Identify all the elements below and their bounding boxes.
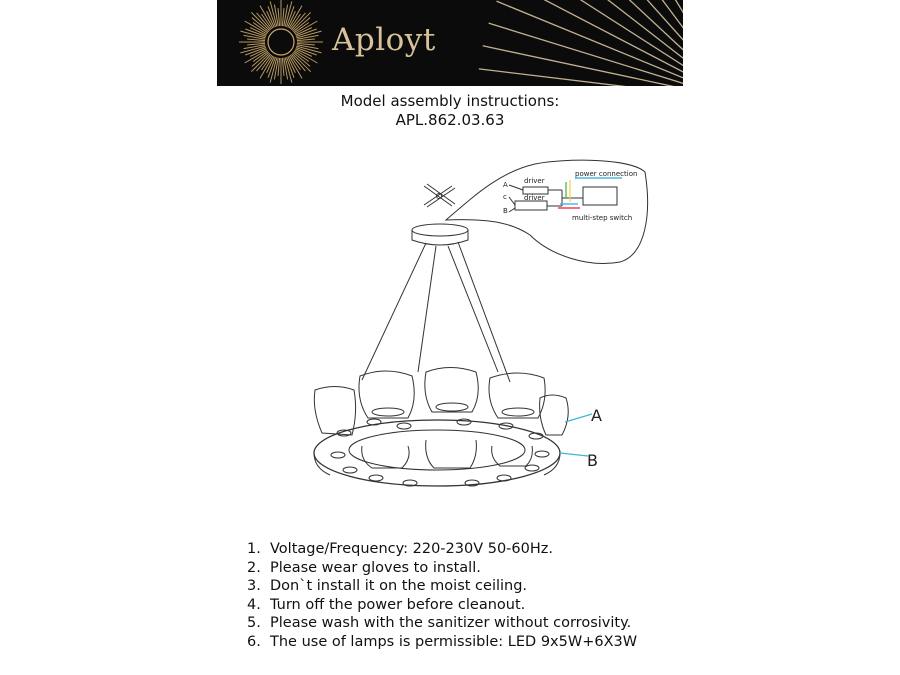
sun-ray	[497, 1, 683, 85]
sun-ray	[282, 58, 284, 76]
lamp-shade	[314, 387, 355, 436]
instruction-item: 6. The use of lamps is permissible: LED 9x5W+6X3W	[247, 633, 638, 650]
mounting-bracket-icon	[424, 184, 455, 207]
power-connection-box	[583, 187, 617, 205]
led-points	[331, 419, 549, 486]
wire-label-b: B	[503, 207, 508, 215]
driver-box	[523, 187, 548, 194]
multi-step-switch-label: multi-step switch	[572, 214, 633, 222]
lamp-shade	[489, 373, 545, 418]
callout-leader	[560, 414, 592, 456]
instruction-item: 5. Please wash with the sanitizer without corrosivity.	[247, 615, 632, 631]
sun-ray	[665, 0, 683, 62]
sun-ray	[297, 43, 315, 45]
driver-label: driver	[524, 194, 545, 202]
sun-ray	[247, 39, 265, 41]
model-number: APL.862.03.63	[395, 111, 505, 129]
instruction-list	[247, 540, 637, 651]
suspension-wire	[362, 243, 426, 380]
sun-ray	[278, 58, 280, 76]
sun-ray	[532, 0, 683, 75]
label-b: B	[587, 451, 598, 470]
lamp-shade	[359, 371, 414, 418]
sun-ray	[601, 0, 683, 66]
instruction-item: 2. Please wear gloves to install.	[247, 559, 481, 576]
sun-ray	[282, 8, 284, 26]
label-a: A	[591, 406, 602, 425]
instruction-item: 1. Voltage/Frequency: 220-230V 50-60Hz.	[247, 541, 553, 557]
suspension-wire	[448, 246, 498, 372]
wire-label-c: c	[503, 193, 507, 201]
suspension-wire	[458, 242, 510, 382]
wire-label-a: A	[503, 181, 508, 189]
power-connection-label: power connection	[575, 170, 638, 178]
lamp-shade	[425, 368, 478, 413]
sun-rays-logo-icon	[217, 0, 683, 86]
sun-ray	[278, 8, 280, 26]
page-title: Model assembly instructions:	[340, 92, 560, 110]
driver-box	[515, 201, 547, 210]
instruction-item: 3. Don`t install it on the moist ceiling.	[247, 578, 528, 594]
brand-banner	[217, 0, 683, 86]
chandelier-diagram	[300, 150, 660, 495]
instruction-item: 4. Turn off the power before cleanout.	[247, 596, 526, 613]
suspension-wire	[418, 246, 436, 372]
sun-ray	[297, 39, 315, 41]
brand-logo-text: Aployt	[332, 22, 436, 58]
sun-ray	[563, 0, 683, 70]
sun-ray	[479, 69, 683, 86]
driver-label: driver	[524, 177, 545, 185]
lamp-ring-inner	[349, 430, 525, 470]
sun-ray	[247, 43, 265, 45]
sun-ray	[489, 23, 683, 86]
ceiling-canopy	[412, 224, 468, 236]
